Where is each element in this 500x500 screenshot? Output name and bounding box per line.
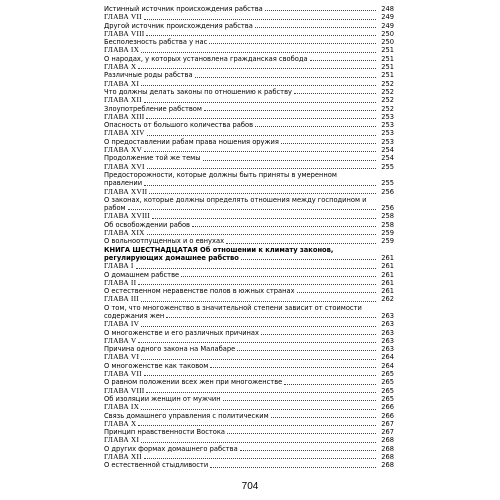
toc-entry-title: ГЛАВА VIII [104, 386, 145, 395]
toc-page-number: 266 [381, 411, 394, 420]
toc-entry-title: Бесполезность рабства у нас [104, 38, 208, 47]
toc-entry-title: О народах, у которых установлена гражданская свобода [104, 54, 308, 63]
toc-entry-title-line1: О том, что многоженство в значительной степени зависит от стоимости [104, 303, 362, 312]
toc-entry-row [104, 121, 394, 129]
toc-entry-title: Опасность от большого количества рабов [104, 121, 254, 130]
dot-leader [136, 268, 376, 269]
dot-leader [141, 52, 376, 53]
toc-entry-title: О многоженстве и его различных причинах [104, 328, 259, 337]
toc-entry-title: ГЛАВА I [104, 262, 134, 271]
dot-leader [138, 284, 376, 285]
toc-page-number: 254 [381, 146, 394, 155]
toc-entry-title: ГЛАВА VI [104, 353, 140, 362]
toc-chapter-row [104, 96, 394, 104]
toc-chapter-row [104, 163, 394, 171]
toc-page-number: 265 [381, 386, 394, 395]
toc-page-number: 253 [381, 112, 394, 121]
toc-entry-multiline [104, 196, 394, 213]
toc-entry-row [104, 138, 394, 146]
toc-page-number: 265 [381, 378, 394, 387]
toc-page-number: 259 [381, 229, 394, 238]
toc-page-number: 261 [381, 262, 394, 271]
dot-leader [141, 85, 376, 86]
toc-chapter-row [104, 13, 394, 21]
toc-entry-row [104, 179, 394, 187]
dot-leader [146, 392, 376, 393]
toc-entry-title: ГЛАВА XVI [104, 162, 145, 171]
toc-entry-title: Продолжение той же темы [104, 154, 201, 163]
dot-leader [166, 317, 376, 318]
toc-page-number: 251 [381, 63, 394, 72]
dot-leader [141, 409, 376, 410]
toc-page-number: 253 [381, 129, 394, 138]
toc-entry-row [104, 38, 394, 46]
toc-entry-title: ГЛАВА XVIII [104, 212, 150, 221]
toc-page-number: 266 [381, 403, 394, 412]
toc-entry-title: ГЛАВА VII [104, 370, 142, 379]
toc-chapter-row [104, 30, 394, 38]
toc-page-number: 248 [381, 5, 394, 13]
dot-leader [241, 259, 376, 260]
toc-chapter-row [104, 337, 394, 345]
toc-entry-title: Различные роды рабства [104, 71, 193, 80]
toc-entry-row [104, 378, 394, 386]
toc-page-number: 254 [381, 154, 394, 163]
toc-entry-row [104, 237, 394, 245]
toc-entry-title: ГЛАВА IX [104, 403, 140, 412]
toc-entry-title: Другой источник происхождения рабства [104, 21, 253, 30]
toc-entry-title: ГЛАВА II [104, 278, 137, 287]
toc-chapter-row [104, 129, 394, 137]
dot-leader [204, 110, 376, 111]
dot-leader [128, 209, 376, 210]
dot-leader [147, 135, 376, 136]
toc-chapter-row [104, 46, 394, 54]
toc-entry-title: ГЛАВА XIX [104, 229, 145, 238]
dot-leader [144, 19, 376, 20]
toc-entry-title: ГЛАВА X [104, 419, 137, 428]
toc-entry-row [104, 204, 394, 212]
toc-chapter-row [104, 63, 394, 71]
toc-entry-title: ГЛАВА XI [104, 79, 140, 88]
toc-entry-title: ГЛАВА IX [104, 46, 140, 55]
toc-page-number: 262 [381, 295, 394, 304]
toc-entry-row [104, 395, 394, 403]
dot-leader [141, 326, 376, 327]
toc-page-number: 259 [381, 237, 394, 246]
toc-entry-title: правлении [104, 179, 143, 188]
dot-leader [209, 43, 376, 44]
toc-entry-multiline [104, 304, 394, 321]
toc-entry-row [104, 88, 394, 96]
toc-chapter-row [104, 295, 394, 303]
toc-entry-title: ГЛАВА XVII [104, 187, 148, 196]
toc-chapter-row [104, 420, 394, 428]
toc-entry-title: Истинный источник происхождения рабства [104, 5, 263, 13]
dot-leader [138, 68, 376, 69]
toc-entry-title: содержания жен [104, 311, 165, 320]
toc-entry-row [104, 329, 394, 337]
toc-entry-title: Принцип нравственности Востока [104, 428, 226, 437]
toc-entry-row [104, 287, 394, 295]
toc-page-number: 250 [381, 38, 394, 47]
toc-entry-title: ГЛАВА V [104, 336, 137, 345]
toc-page-number: 263 [381, 336, 394, 345]
toc-page-number: 261 [381, 253, 394, 262]
toc-page-number: 267 [381, 419, 394, 428]
toc-chapter-row [104, 387, 394, 395]
toc-page-number: 258 [381, 220, 394, 229]
toc-chapter-row [104, 146, 394, 154]
dot-leader [223, 400, 376, 401]
toc-page-number: 256 [381, 187, 394, 196]
toc-entry-title: регулирующих домашнее рабство [104, 253, 239, 262]
dot-leader [210, 367, 376, 368]
dot-leader [149, 193, 376, 194]
toc-entry-row [104, 55, 394, 63]
dot-leader [141, 442, 376, 443]
toc-page-number: 258 [381, 212, 394, 221]
dot-leader [255, 27, 376, 28]
toc-entry-row [104, 221, 394, 229]
toc-entry-title: ГЛАВА XII [104, 96, 142, 105]
toc-entry-title: ГЛАВА XII [104, 453, 142, 462]
dot-leader [195, 77, 376, 78]
toc-entry-multiline [104, 171, 394, 188]
toc-page-number: 263 [381, 328, 394, 337]
toc-entry-title-line1: О законах, которые должны определять отношения между господином и [104, 195, 367, 204]
toc-page-number: 261 [381, 270, 394, 279]
toc-chapter-row [104, 229, 394, 237]
toc-page-number: 255 [381, 162, 394, 171]
toc-chapter-row [104, 80, 394, 88]
toc-entry-title: О предоставлении рабам права ношения оружия [104, 137, 279, 146]
dot-leader [146, 35, 376, 36]
toc-entry-title: ГЛАВА XIV [104, 129, 145, 138]
toc-entry-row [104, 271, 394, 279]
toc-page-number: 263 [381, 311, 394, 320]
toc-entry-title: Об изоляции женщин от мужчин [104, 394, 221, 403]
dot-leader [261, 334, 376, 335]
toc-entry-title: О домашнем рабстве [104, 270, 180, 279]
toc-entry-row [104, 254, 394, 262]
toc-chapter-row [104, 403, 394, 411]
toc-page-number: 267 [381, 428, 394, 437]
toc-entry-row [104, 345, 394, 353]
dot-leader [203, 160, 376, 161]
toc-entry-title: ГЛАВА IV [104, 320, 140, 329]
dot-leader [265, 10, 376, 11]
dot-leader [141, 301, 376, 302]
toc-entry-title: Связь домашнего управления с политическим [104, 411, 269, 420]
toc-entry-title: Что должны делать законы по отношению к рабству [104, 87, 292, 96]
toc-entry-title: О других формах домашнего рабства [104, 444, 238, 453]
toc-entry-row [104, 5, 394, 13]
toc-page-number: 264 [381, 353, 394, 362]
toc-entry-title: Об освобождении рабов [104, 220, 190, 229]
toc-entry-title: О вольноотпущенных и о евнухах [104, 237, 225, 246]
dot-leader [210, 467, 376, 468]
dot-leader [227, 433, 376, 434]
toc-entry-row [104, 312, 394, 320]
toc-entry-row [104, 105, 394, 113]
toc-chapter-row [104, 279, 394, 287]
dot-leader [144, 458, 376, 459]
toc-entry-title: ГЛАВА VIII [104, 29, 145, 38]
toc-page-number: 249 [381, 13, 394, 22]
toc-chapter-row [104, 436, 394, 444]
toc-chapter-row [104, 188, 394, 196]
toc-entry-row [104, 154, 394, 162]
toc-page-number: 265 [381, 370, 394, 379]
toc-page-number: 261 [381, 278, 394, 287]
toc-page-number: 255 [381, 179, 394, 188]
page-number: 704 [241, 481, 259, 492]
toc-page-number: 264 [381, 361, 394, 370]
toc-page-number: 251 [381, 54, 394, 63]
dot-leader [226, 243, 376, 244]
toc-entry-title: О многоженстве как таковом [104, 361, 209, 370]
dot-leader [138, 425, 376, 426]
toc-entry-row [104, 412, 394, 420]
toc-page-number: 252 [381, 79, 394, 88]
toc-book-heading [104, 246, 394, 263]
dot-leader [141, 359, 376, 360]
dot-leader [152, 218, 376, 219]
toc-chapter-row [104, 212, 394, 220]
table-of-contents [104, 5, 394, 470]
toc-entry-title: Злоупотребление рабством [104, 104, 202, 113]
toc-entry-row [104, 71, 394, 79]
toc-entry-row [104, 362, 394, 370]
toc-page-number: 268 [381, 436, 394, 445]
toc-chapter-row [104, 113, 394, 121]
toc-page-number: 249 [381, 21, 394, 30]
toc-page-number: 263 [381, 345, 394, 354]
dot-leader [138, 342, 376, 343]
dot-leader [144, 102, 376, 103]
dot-leader [144, 151, 376, 152]
toc-entry-title: ГЛАВА XI [104, 436, 140, 445]
dot-leader [147, 168, 376, 169]
toc-page-number: 252 [381, 96, 394, 105]
toc-page-number: 250 [381, 29, 394, 38]
toc-entry-title: рабом [104, 204, 126, 213]
dot-leader [144, 375, 376, 376]
dot-leader [146, 118, 376, 119]
dot-leader [297, 292, 376, 293]
toc-entry-row [104, 22, 394, 30]
toc-entry-title: ГЛАВА XIII [104, 112, 145, 121]
toc-chapter-row [104, 320, 394, 328]
toc-entry-title: О равном положении всех жен при многоженстве [104, 378, 283, 387]
toc-entry-title-line1: Предосторожности, которые должны быть приняты в умеренном [104, 170, 337, 179]
toc-entry-title: ГЛАВА VII [104, 13, 142, 22]
toc-page-number: 256 [381, 204, 394, 213]
dot-leader [281, 143, 376, 144]
toc-entry-title: ГЛАВА XV [104, 146, 142, 155]
toc-page-number: 265 [381, 394, 394, 403]
dot-leader [192, 226, 376, 227]
toc-chapter-row [104, 453, 394, 461]
toc-page-number: 251 [381, 46, 394, 55]
dot-leader [181, 276, 376, 277]
dot-leader [255, 126, 376, 127]
toc-page-number: 268 [381, 444, 394, 453]
toc-page-number: 252 [381, 104, 394, 113]
dot-leader [310, 60, 376, 61]
toc-entry-row [104, 428, 394, 436]
toc-entry-title: О естественном неравенстве полов в южных странах [104, 287, 295, 296]
dot-leader [237, 350, 376, 351]
toc-chapter-row [104, 353, 394, 361]
dot-leader [294, 93, 376, 94]
dot-leader [240, 450, 376, 451]
toc-page-number: 263 [381, 320, 394, 329]
toc-entry-title: ГЛАВА III [104, 295, 139, 304]
toc-entry-title: Причина одного закона на Малабаре [104, 345, 236, 354]
toc-page-number: 251 [381, 71, 394, 80]
toc-page-number: 268 [381, 461, 394, 470]
toc-entry-title: ГЛАВА X [104, 63, 137, 72]
toc-entry-row [104, 445, 394, 453]
dot-leader [271, 417, 376, 418]
toc-chapter-row [104, 370, 394, 378]
toc-page-number: 253 [381, 121, 394, 130]
toc-page-number: 252 [381, 87, 394, 96]
dot-leader [284, 384, 376, 385]
toc-entry-title-line1: КНИГА ШЕСТНАДЦАТАЯ Об отношении к климату законов, [104, 245, 334, 254]
toc-page-number: 261 [381, 287, 394, 296]
toc-page-number: 268 [381, 453, 394, 462]
toc-entry-title: О естественной стыдливости [104, 461, 209, 470]
toc-chapter-row [104, 262, 394, 270]
dot-leader [144, 185, 376, 186]
toc-entry-row [104, 461, 394, 469]
dot-leader [147, 234, 376, 235]
toc-page-number: 253 [381, 137, 394, 146]
